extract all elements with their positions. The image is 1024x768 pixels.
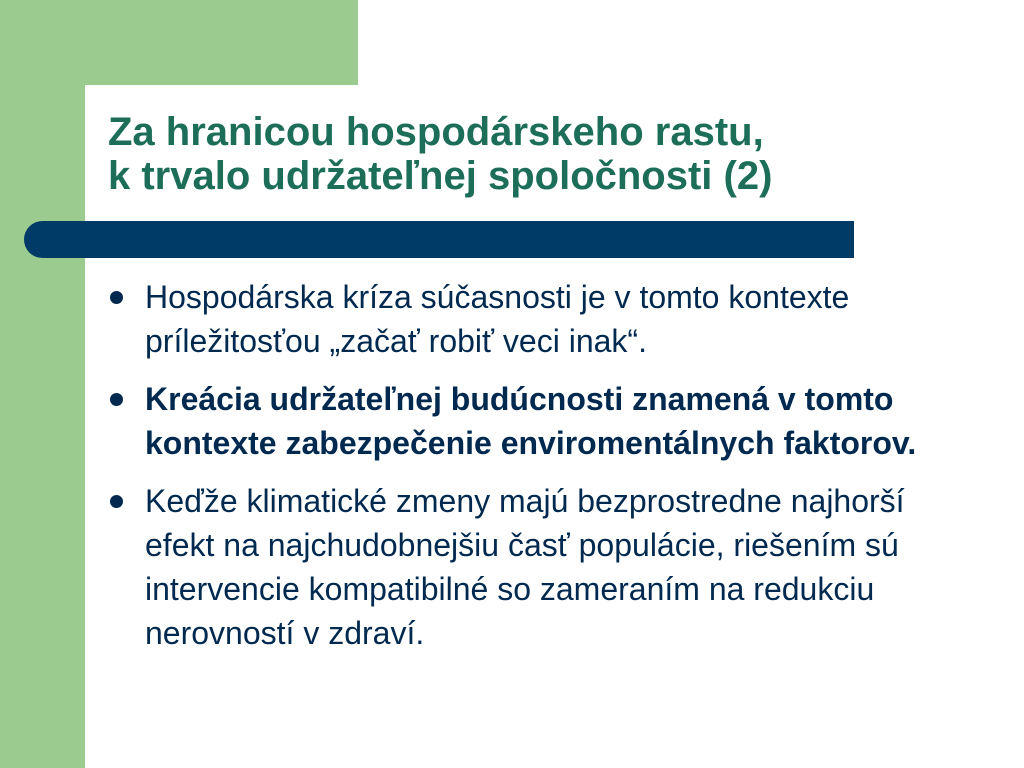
bullet-text-2: Kreácia udržateľnej budúcnosti znamená v tomto kontexte zabezpečenie enviromentálnych faktorov. (145, 381, 917, 461)
bullet-item-2 (108, 377, 968, 465)
decorative-left-bar (0, 0, 85, 768)
bullet-text-3: Keďže klimatické zmeny majú bezprostredne najhorší efekt na najchudobnejšiu časť populácie, riešením sú intervencie kompatibilné so zameraním na redukciu nerovností v zdraví. (145, 483, 905, 651)
bullet-list (108, 275, 968, 669)
slide-title-line-1: Za hranicou hospodárskeho rastu, (108, 110, 764, 154)
bullet-dot-icon (110, 495, 123, 508)
decorative-top-block (85, 0, 358, 85)
bullet-dot-icon (110, 291, 123, 304)
slide-title (108, 110, 988, 198)
bullet-text-1: Hospodárska kríza súčasnosti je v tomto kontexte príležitosťou „začať robiť veci inak“. (145, 279, 850, 359)
bullet-dot-icon (110, 393, 123, 406)
slide-title-line-2: k trvalo udržateľnej spoločnosti (2) (108, 154, 773, 198)
bullet-item-3 (108, 479, 968, 655)
title-underline-bar (24, 221, 854, 258)
bullet-item-1 (108, 275, 968, 363)
